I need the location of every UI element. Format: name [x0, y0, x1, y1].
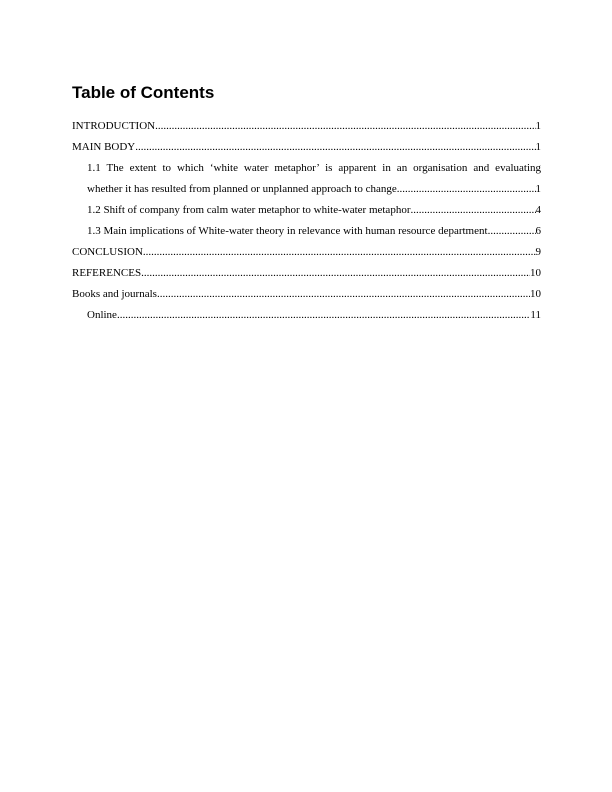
toc-dot-leader	[488, 221, 536, 242]
toc-dot-leader	[155, 116, 535, 137]
toc-entry-books-and-journals[interactable]	[72, 284, 541, 305]
toc-dot-leader	[117, 305, 530, 326]
toc-page-number: 11	[530, 309, 541, 321]
toc-page-number: 1	[535, 183, 541, 195]
toc-entry-conclusion[interactable]	[72, 242, 541, 263]
toc-page-number: 1	[535, 120, 541, 132]
toc-entry-label-line-1: 1.1 The extent to which ‘white water metaphor’ is apparent in an organisation and evaluating	[87, 162, 541, 174]
toc-entry-1-3[interactable]	[72, 221, 541, 242]
toc-dot-leader	[141, 263, 530, 284]
toc-entry-label: Online	[87, 309, 117, 321]
toc-entry-online[interactable]	[72, 305, 541, 326]
toc-entry-label: INTRODUCTION	[72, 120, 156, 132]
toc-entry-1-1[interactable]	[72, 158, 541, 200]
toc-page-number: 1	[535, 141, 541, 153]
toc-entry-label-line-2: whether it has resulted from planned or unplanned approach to change	[87, 183, 397, 195]
toc-entry-1-2[interactable]	[72, 200, 541, 221]
toc-page-number: 10	[530, 267, 541, 279]
toc-entry-label: Books and journals	[72, 288, 157, 300]
toc-dot-leader	[135, 137, 535, 158]
toc-entry-label: REFERENCES	[72, 267, 142, 279]
toc-entry-references[interactable]	[72, 263, 541, 284]
toc-entry-introduction[interactable]	[72, 116, 541, 137]
toc-entry-label: 1.2 Shift of company from calm water metaphor to white-water metaphor	[87, 204, 411, 216]
toc-title: Table of Contents	[72, 83, 215, 102]
toc-page-number: 6	[535, 225, 541, 237]
toc-page-number: 10	[530, 288, 541, 300]
toc-entry-main-body[interactable]	[72, 137, 541, 158]
toc-dot-leader	[157, 284, 530, 305]
toc-entry-label: 1.3 Main implications of White-water theory in relevance with human resource department	[87, 225, 488, 237]
toc-page-number: 9	[535, 246, 541, 258]
toc-entry-label: CONCLUSION	[72, 246, 143, 258]
toc-dot-leader	[397, 179, 536, 200]
toc-list	[72, 116, 541, 326]
toc-dot-leader	[410, 200, 535, 221]
toc-dot-leader	[143, 242, 536, 263]
toc-entry-label: MAIN BODY	[72, 141, 136, 153]
toc-page-number: 4	[535, 204, 541, 216]
